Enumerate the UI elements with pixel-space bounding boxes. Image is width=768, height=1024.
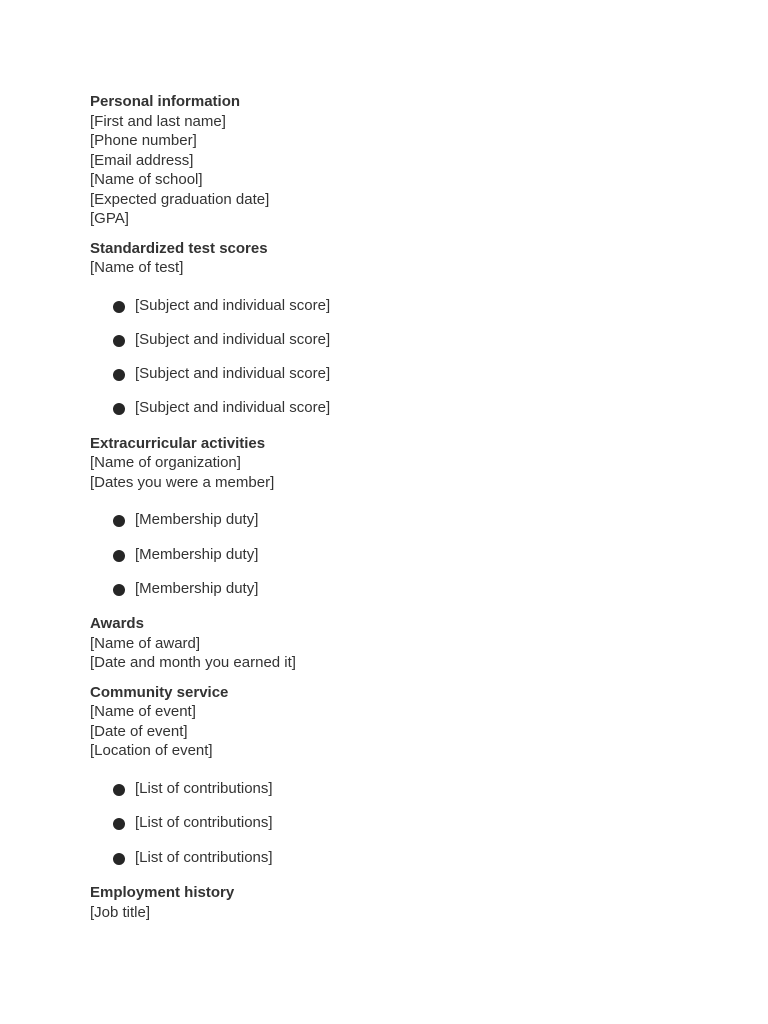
first-last-name-placeholder: [First and last name] <box>90 112 226 130</box>
organization-name-placeholder: [Name of organization] <box>90 454 241 472</box>
list-item-text: [Subject and individual score] <box>135 399 331 417</box>
section-awards <box>90 614 730 673</box>
resume-document <box>90 92 730 922</box>
bullet-icon <box>113 818 125 830</box>
graduation-date-placeholder: [Expected graduation date] <box>90 190 270 208</box>
bullet-icon <box>113 369 125 381</box>
section-community-service <box>90 683 730 867</box>
list-item-text: [Membership duty] <box>135 579 259 597</box>
list-item <box>90 779 730 813</box>
job-title-placeholder: [Job title] <box>90 903 151 921</box>
bullet-list <box>90 779 730 867</box>
bullet-icon <box>113 403 125 415</box>
bullet-icon <box>113 550 125 562</box>
bullet-icon <box>113 301 125 313</box>
list-item-text: [Membership duty] <box>135 545 259 563</box>
bullet-icon <box>113 584 125 596</box>
list-item <box>90 330 730 364</box>
bullet-icon <box>113 335 125 347</box>
section-heading: Standardized test scores <box>90 239 268 257</box>
bullet-icon <box>113 853 125 865</box>
list-item-text: [List of contributions] <box>135 814 273 832</box>
gpa-placeholder: [GPA] <box>90 210 129 227</box>
list-item <box>90 848 730 868</box>
membership-dates-placeholder: [Dates you were a member] <box>90 473 275 491</box>
bullet-icon <box>113 784 125 796</box>
section-personal-information <box>90 92 730 229</box>
section-heading: Personal information <box>90 93 241 110</box>
section-heading: Extracurricular activities <box>90 434 266 452</box>
event-date-placeholder: [Date of event] <box>90 722 188 740</box>
list-item-text: [List of contributions] <box>135 779 273 797</box>
phone-number-placeholder: [Phone number] <box>90 132 197 149</box>
list-item-text: [Subject and individual score] <box>135 365 331 383</box>
school-name-placeholder: [Name of school] <box>90 171 203 188</box>
section-extracurricular-activities <box>90 434 730 599</box>
section-employment-history <box>90 883 730 922</box>
award-date-placeholder: [Date and month you earned it] <box>90 654 296 672</box>
list-item <box>90 296 730 330</box>
event-location-placeholder: [Location of event] <box>90 742 213 760</box>
award-name-placeholder: [Name of award] <box>90 634 201 652</box>
list-item <box>90 813 730 847</box>
event-name-placeholder: [Name of event] <box>90 703 196 721</box>
list-item-text: [Membership duty] <box>135 511 259 529</box>
list-item <box>90 364 730 398</box>
bullet-list <box>90 510 730 598</box>
list-item-text: [Subject and individual score] <box>135 296 331 314</box>
bullet-list <box>90 296 730 418</box>
list-item <box>90 398 730 418</box>
list-item <box>90 545 730 579</box>
email-address-placeholder: [Email address] <box>90 151 194 169</box>
section-heading: Community service <box>90 683 229 701</box>
list-item <box>90 579 730 599</box>
list-item-text: [Subject and individual score] <box>135 330 331 348</box>
bullet-icon <box>113 515 125 527</box>
section-standardized-test-scores <box>90 239 730 418</box>
section-heading: Employment history <box>90 884 235 902</box>
section-heading: Awards <box>90 615 144 633</box>
test-name-placeholder: [Name of test] <box>90 259 184 276</box>
list-item <box>90 510 730 544</box>
list-item-text: [List of contributions] <box>135 848 273 866</box>
